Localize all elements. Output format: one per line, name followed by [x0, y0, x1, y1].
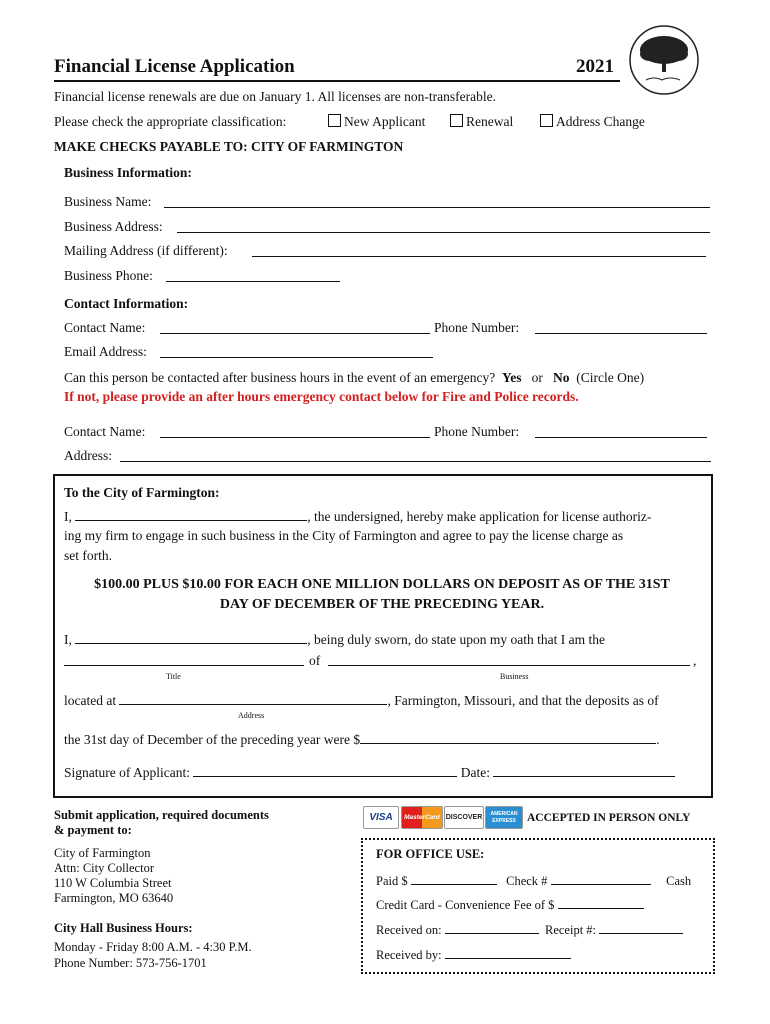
business-caption: Business: [500, 672, 529, 681]
visa-card-icon: VISA: [363, 806, 399, 829]
business-phone-field[interactable]: [166, 281, 340, 282]
classification-prompt: Please check the appropriate classification:: [54, 114, 287, 129]
option-renewal[interactable]: Renewal: [450, 114, 513, 130]
business-address-field[interactable]: [177, 232, 710, 233]
mastercard-icon: MasterCard: [401, 806, 443, 829]
title-caption: Title: [166, 672, 181, 681]
hours-info: Monday - Friday 8:00 A.M. - 4:30 P.M. Phone Number: 573-756-1701: [54, 940, 252, 970]
paid-row: Paid $ Check # Cash: [376, 874, 692, 888]
yes-option[interactable]: Yes: [502, 370, 522, 385]
contact-name-field[interactable]: [160, 333, 430, 334]
declaration-line3: set forth.: [64, 548, 112, 563]
fee-statement: $100.00 PLUS $10.00 FOR EACH ONE MILLION DOLLARS ON DEPOSIT AS OF THE 31ST DAY OF DECEMBER OF THE PRECEDING YEAR.: [94, 577, 670, 612]
contact-phone-label: Phone Number:: [434, 320, 520, 335]
submit-address: City of Farmington Attn: City Collector 110 W Columbia Street Farmington, MO 63640: [54, 846, 174, 905]
deposits-line: the 31st day of December of the preceding year were $ .: [64, 732, 660, 747]
mailing-address-field[interactable]: [252, 256, 706, 257]
date-field[interactable]: [493, 764, 675, 777]
emergency-address-field[interactable]: [120, 461, 711, 462]
email-field[interactable]: [160, 357, 433, 358]
deposits-amount-field[interactable]: [360, 731, 656, 744]
intro-text: Financial license renewals are due on January 1. All licenses are non-transferable.: [54, 89, 496, 104]
email-label: Email Address:: [64, 344, 147, 359]
after-hours-question: Can this person be contacted after business hours in the event of an emergency? Yes or No (Circle One): [64, 370, 645, 385]
payable-notice: MAKE CHECKS PAYABLE TO: CITY OF FARMINGTON: [54, 139, 404, 154]
office-use-heading: FOR OFFICE USE:: [376, 847, 485, 861]
declaration-heading: To the City of Farmington:: [64, 485, 220, 500]
declaration-line2: ing my firm to engage in such business in the City of Farmington and agree to pay the license charge as: [64, 528, 624, 543]
submit-heading: Submit application, required documents & payment to:: [54, 808, 269, 837]
business-heading: Business Information:: [64, 165, 192, 180]
accepted-notice: ACCEPTED IN PERSON ONLY: [527, 812, 691, 824]
received-row: Received on: Receipt #:: [376, 921, 683, 938]
signature-line: Signature of Applicant: Date:: [64, 764, 675, 781]
business-phone-row: Business Phone:: [64, 268, 153, 283]
business-field[interactable]: [328, 665, 690, 666]
mailing-address-row: Mailing Address (if different):: [64, 243, 228, 258]
check-number-field[interactable]: [551, 872, 651, 885]
credit-row: Credit Card - Convenience Fee of $: [376, 896, 644, 913]
declaration-line1: I, , the undersigned, hereby make application for license authoriz-: [64, 509, 652, 524]
option-new-applicant[interactable]: New Applicant: [328, 114, 425, 130]
business-name-field[interactable]: [164, 207, 710, 208]
title-rule: [54, 80, 620, 82]
amex-card-icon: AMERICAN EXPRESS: [485, 806, 523, 829]
contact-heading: Contact Information:: [64, 296, 189, 311]
of-text: of: [309, 653, 321, 668]
receipt-number-field[interactable]: [599, 921, 683, 934]
received-by-field[interactable]: [445, 946, 571, 959]
located-line: located at , Farmington, Missouri, and that the deposits as of: [64, 693, 659, 708]
received-on-field[interactable]: [445, 921, 539, 934]
sworn-name-field[interactable]: [75, 631, 307, 644]
convenience-fee-field[interactable]: [558, 896, 644, 909]
form-year: 2021: [576, 56, 614, 77]
location-address-field[interactable]: [119, 692, 387, 705]
checkbox-new-applicant[interactable]: [328, 114, 341, 127]
emergency-phone-field[interactable]: [535, 437, 707, 438]
title-field[interactable]: [64, 665, 304, 666]
emergency-warning: If not, please provide an after hours emergency contact below for Fire and Police records.: [64, 389, 579, 404]
address-caption: Address: [238, 711, 265, 720]
city-logo: [628, 24, 700, 96]
no-option[interactable]: No: [553, 370, 570, 385]
contact-phone-field[interactable]: [535, 333, 707, 334]
business-address-row: Business Address:: [64, 219, 163, 234]
applicant-name-field[interactable]: [75, 508, 307, 521]
sworn-line: I, , being duly sworn, do state upon my oath that I am the: [64, 632, 605, 647]
emergency-address-label: Address:: [64, 448, 112, 463]
business-name-row: Business Name:: [64, 194, 152, 209]
of-comma: ,: [693, 653, 697, 668]
received-by-row: Received by:: [376, 946, 571, 963]
form-title: Financial License Application: [54, 56, 295, 77]
emergency-contact-name-field[interactable]: [160, 437, 430, 438]
checkbox-renewal[interactable]: [450, 114, 463, 127]
contact-name-label: Contact Name:: [64, 320, 146, 335]
signature-field[interactable]: [193, 764, 457, 777]
emergency-phone-label: Phone Number:: [434, 424, 520, 439]
option-address-change[interactable]: Address Change: [540, 114, 645, 130]
checkbox-address-change[interactable]: [540, 114, 553, 127]
paid-amount-field[interactable]: [411, 872, 497, 885]
emergency-contact-name-label: Contact Name:: [64, 424, 146, 439]
classification-row: [54, 114, 286, 130]
discover-card-icon: DISCOVER: [444, 806, 484, 829]
hours-heading: City Hall Business Hours:: [54, 921, 193, 935]
